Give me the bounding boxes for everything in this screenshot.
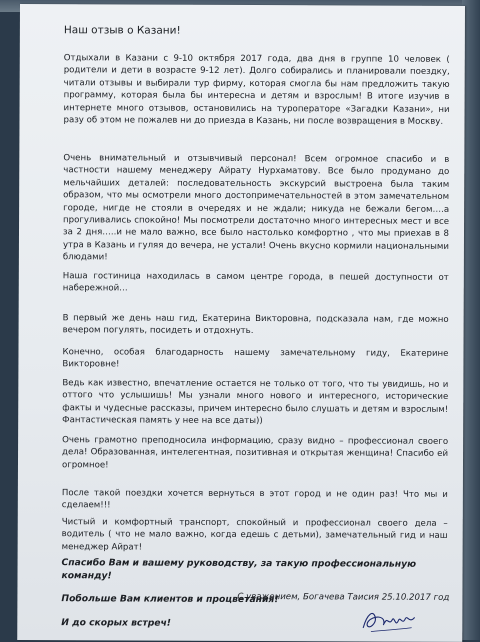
closing-thanks: Спасибо Вам и вашему руководству, за такую профессиональную команду! bbox=[61, 557, 417, 582]
paragraph-hotel: Наша гостиница находилась в самом центре города, в пешей доступности от набережной… bbox=[62, 271, 449, 294]
paragraph-guide-thanks: Конечно, особая благодарность нашему замечательному гиду, Екатерине Викторовне! bbox=[62, 347, 449, 370]
paragraph-first-day: В первый же день наш гид, Екатерина Викторовна, подсказала нам, где можно вечером погулять, посидеть и отдохнуть. bbox=[62, 313, 449, 337]
paragraph-professional: Очень грамотно преподносила информацию, сразу видно – профессионал своего дела! Образованная, интелегентная, позитивная и открытая женщина! Спасибо ей огромное! bbox=[61, 435, 449, 471]
handwritten-signature bbox=[359, 605, 419, 635]
paragraph-impressions: Ведь как известно, впечатление остается не только от того, что ты увидишь, но и оттого что услышишь! Мы узнали много нового и интересного, исторические факты и чудесные рассказы, причем интересно было слушать и детям и взрослым! Фантастическая память у нее на все даты)) bbox=[62, 378, 449, 427]
paragraph-staff: Очень внимательный и отзывчивый персонал! Всем огромное спасибо и в частности нашему менеджеру Айрату Нурхаматову. Все было продумано до мельчайших деталей: последовательность экскурсий выстроена была таким образом, что мы осмотрели много достопримечательностей в этом замечательном городе, нигде не стояли в очередях и не ждали; никуда не бежали бегом….а прогуливались спокойно! Мы посмотрели достаточно много интересных мест и все за 2 дня…..и не мало важно, все было настолько комфортно , что мы приехав в 8 утра в Казань и гуляя до вечера, не устали! Очень вкусно кормили национальными блюдами! bbox=[62, 153, 450, 263]
photo-background-right bbox=[462, 0, 480, 640]
letter-sheet bbox=[17, 4, 465, 642]
paragraph-return: После такой поездки хочется вернуться в этот город и не один раз! Что мы и сделаем!!! bbox=[61, 488, 448, 511]
closing-wishes: Побольше Вам клиентов и процветания! bbox=[61, 593, 279, 606]
paragraph-transport: Чистый и комфортный транспорт, спокойный и профессионал своего дела – водитель ( что не мало важно, когда едешь с детьми), замечательный гид и наш менеджер Айрат! bbox=[61, 517, 448, 553]
signature-line: С уважением, Богачева Таисия 25.10.2017 год bbox=[237, 591, 450, 603]
closing-farewell: И до скорых встреч! bbox=[61, 617, 172, 629]
letter-title: Наш отзыв о Казани! bbox=[63, 24, 181, 37]
paragraph-intro: Отдыхали в Казани с 9-10 октября 2017 года, два дня в группе 10 человек ( родители и дети в возрасте 9-12 лет). Долго собирались и планировали поездку, читали отзывы и выбирали тур фирму, которая смогла бы нам предложить такую программу, которая была бы интересна и детям и взрослым! В итоге изучив в интернете много отзывов, остановились на туроператоре «Загадки Казани», ни разу об этом не пожалев ни до приезда в Казань, ни после возвращения в Москву. bbox=[63, 53, 450, 127]
